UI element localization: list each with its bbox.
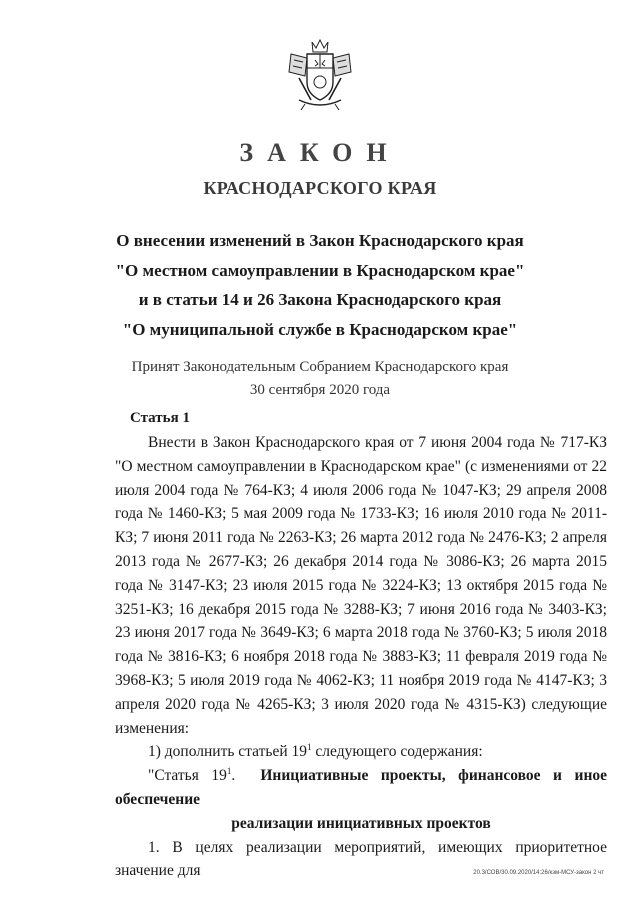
adoption-date: 30 сентября 2020 года bbox=[249, 382, 391, 398]
law-heading bbox=[0, 226, 640, 344]
amendment-item bbox=[115, 740, 607, 764]
new-article-title-continued: реализации инициативных проектов bbox=[231, 814, 491, 832]
new-article-prefix: "Статья 19 bbox=[148, 767, 227, 785]
document-footer-code: 20.3/СОВ/30.09.2020/14:26/кзм-МСУ-закон 2 чт bbox=[473, 870, 604, 876]
adoption-line: Принят Законодательным Собранием Краснодарского края bbox=[131, 359, 509, 375]
law-title: ЗАКОН bbox=[239, 138, 401, 167]
heading-line: и в статьи 14 и 26 Закона Краснодарского края bbox=[138, 290, 502, 309]
item-superscript: 1 bbox=[307, 742, 312, 753]
item-text: 1) дополнить статьей 19 bbox=[148, 743, 308, 761]
law-subtitle: КРАСНОДАРСКОГО КРАЯ bbox=[203, 178, 437, 198]
coat-of-arms-icon bbox=[285, 38, 355, 112]
coat-of-arms-emblem bbox=[285, 38, 355, 112]
point-paragraph: 1. В целях реализации мероприятий, имеющих приоритетное значение для bbox=[115, 838, 607, 880]
heading-line: "О местном самоуправлении в Краснодарском крае" bbox=[115, 260, 525, 280]
heading-line: "О муниципальной службе в Краснодарском крае" bbox=[122, 319, 518, 339]
new-article-heading: "Статья $19^1$. Инициативные проекты, финансовое и иное обеспечение bbox=[115, 766, 608, 808]
item-text-end: следующего содержания: bbox=[311, 743, 483, 761]
article-paragraph: Внести в Закон Краснодарского края от 7 июня 2004 года № 717-КЗ "О местном самоуправлении в Краснодарском крае" (с изменениями от 22 июля 2004 года № 764-КЗ; 4 июля 2006 года № 1047-КЗ; 29 апреля 2008 года № 1460-КЗ; 5 мая 2009 года № 1733-КЗ; 16 июля 2010 года № 2011-КЗ; 7 июня 2011 года № 2263-КЗ; 26 марта 2012 года № 2476-КЗ; 2 апреля 2013 года № 2677-КЗ; 26 декабря 2014 года № 3086-КЗ; 26 марта 2015 года № 3147-КЗ; 23 июля 2015 года № 3224-КЗ; 13 октября 2015 года № 3251-КЗ; 16 декабря 2015 года № 3288-КЗ; 7 июня 2016 года № 3403-КЗ; 23 июня 2017 года № 3649-КЗ; 6 марта 2018 года № 3760-КЗ; 5 июля 2018 года № 3816-КЗ; 6 ноября 2018 года № 3883-КЗ; 11 февраля 2019 года № 3968-КЗ; 5 июля 2019 года № 4062-КЗ; 11 ноября 2019 года № 4147-КЗ; 3 апреля 2020 года № 4265-КЗ; 3 июля 2020 года № 4315-КЗ) следующие изменения: bbox=[115, 434, 607, 737]
article-label: Статья 1 bbox=[130, 410, 190, 426]
heading-line: О внесении изменений в Закон Краснодарского края bbox=[116, 231, 524, 250]
adoption-note bbox=[0, 356, 640, 402]
new-article-title: Инициативные проекты, финансовое и иное обеспечение bbox=[115, 767, 608, 808]
new-article-superscript: 1 bbox=[226, 766, 232, 776]
article-body bbox=[115, 431, 607, 883]
